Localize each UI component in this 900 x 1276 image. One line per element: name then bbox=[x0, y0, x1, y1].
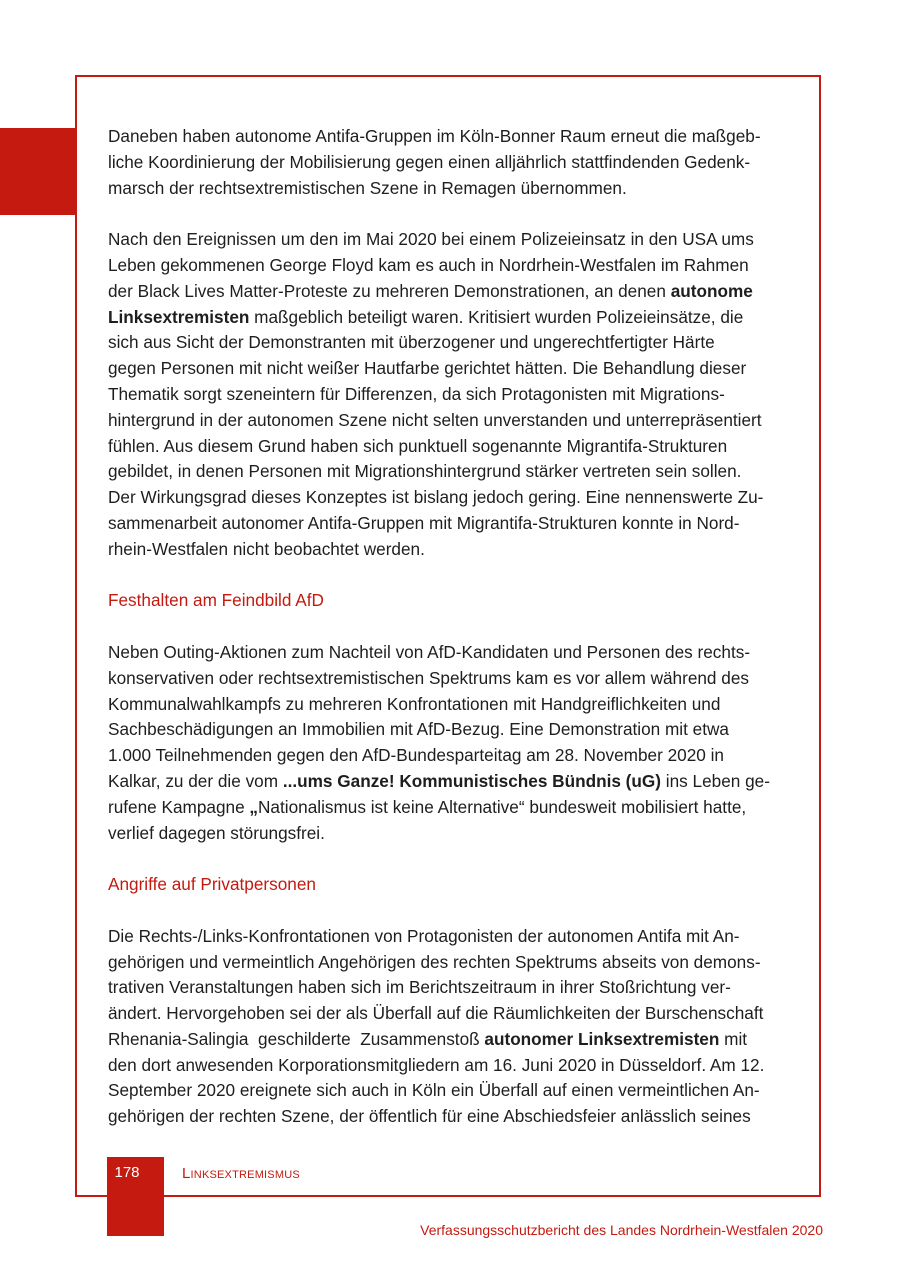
text-line: sammenarbeit autonomer Antifa-Gruppen mit Migrantifa-Strukturen konnte in Nord- bbox=[108, 512, 740, 533]
text-line: Neben Outing-Aktionen zum Nachteil von AfD-Kandidaten und Personen des rechts- bbox=[108, 641, 751, 662]
paragraph-4 bbox=[108, 924, 798, 1130]
text-line: 1.000 Teilnehmenden gegen den AfD-Bundesparteitag am 28. November 2020 in bbox=[108, 745, 724, 766]
page-number: 178 bbox=[114, 1164, 140, 1181]
text-run: maßgeblich beteiligt waren. Kritisiert wurden Polizeieinsätze, die bbox=[249, 306, 744, 327]
text-line: rhein-Westfalen nicht beobachtet werden. bbox=[108, 538, 425, 559]
paragraph-2 bbox=[108, 227, 798, 562]
text-line: den dort anwesenden Korporationsmitgliedern am 16. Juni 2020 in Düsseldorf. Am 12. bbox=[108, 1054, 765, 1075]
text-line bbox=[108, 1027, 798, 1053]
text-line: Leben gekommenen George Floyd kam es auch in Nordrhein-Westfalen im Rahmen bbox=[108, 254, 749, 275]
text-line: Der Wirkungsgrad dieses Konzeptes ist bislang jedoch gering. Eine nennenswerte Zu- bbox=[108, 487, 764, 508]
text-run: Rhenania-Salingia geschilderte Zusammenstoß bbox=[108, 1028, 485, 1049]
main-text bbox=[108, 124, 798, 1156]
text-line: Kommunalwahlkampfs zu mehreren Konfrontationen mit Handgreiflichkeiten und bbox=[108, 693, 721, 714]
text-line bbox=[108, 305, 798, 331]
text-line: fühlen. Aus diesem Grund haben sich punktuell sogenannte Migrantifa-Strukturen bbox=[108, 435, 728, 456]
text-line: hintergrund in der autonomen Szene nicht selten unverstanden und unterrepräsentiert bbox=[108, 409, 762, 430]
text-line: Nach den Ereignissen um den im Mai 2020 bei einem Polizeieinsatz in den USA ums bbox=[108, 229, 754, 250]
text-run: der Black Lives Matter-Proteste zu mehreren Demonstrationen, an denen bbox=[108, 280, 671, 301]
text-line: marsch der rechtsextremistischen Szene in Remagen übernommen. bbox=[108, 177, 627, 198]
text-line: gehörigen der rechten Szene, der öffentlich für eine Abschiedsfeier anlässlich seines bbox=[108, 1106, 751, 1127]
text-line: verlief dagegen störungsfrei. bbox=[108, 822, 325, 843]
text-line: Sachbeschädigungen an Immobilien mit AfD-Bezug. Eine Demonstration mit etwa bbox=[108, 719, 729, 740]
text-line: liche Koordinierung der Mobilisierung gegen einen alljährlich stattfindenden Gedenk- bbox=[108, 151, 751, 172]
text-line: sich aus Sicht der Demonstranten mit überzogener und ungerechtfertigter Härte bbox=[108, 332, 715, 353]
text-line bbox=[108, 279, 798, 305]
text-line: Thematik sorgt szeneintern für Differenzen, da sich Protagonisten mit Migrations- bbox=[108, 383, 725, 404]
text-line: gegen Personen mit nicht weißer Hautfarbe gerichtet hätten. Die Behandlung dieser bbox=[108, 358, 747, 379]
bold-quote: „ bbox=[249, 796, 259, 817]
running-header-section: Linksextremismus bbox=[182, 1165, 300, 1182]
text-run: Kalkar, zu der die vom bbox=[108, 770, 283, 791]
bold-term: ...ums Ganze! Kommunistisches Bündnis (uG) bbox=[282, 770, 661, 791]
chapter-side-tab bbox=[0, 128, 76, 215]
publication-title: Verfassungsschutzbericht des Landes Nordrhein-Westfalen 2020 bbox=[420, 1222, 823, 1238]
bold-term: Linksextremisten bbox=[108, 306, 250, 327]
text-line bbox=[108, 769, 798, 795]
text-line: ändert. Hervorgehoben sei der als Überfall auf die Räumlichkeiten der Burschenschaft bbox=[108, 1003, 764, 1024]
text-line: konservativen oder rechtsextremistischen Spektrums kam es vor allem während des bbox=[108, 667, 749, 688]
section-heading: Festhalten am Feindbild AfD bbox=[108, 590, 324, 611]
text-line: gehörigen und vermeintlich Angehörigen des rechten Spektrums abseits von demons- bbox=[108, 951, 761, 972]
text-run: rufene Kampagne bbox=[108, 796, 250, 817]
text-line: September 2020 ereignete sich auch in Köln ein Überfall auf einen vermeintlichen An- bbox=[108, 1080, 760, 1101]
text-run: Nationalismus ist keine Alternative“ bundesweit mobilisiert hatte, bbox=[258, 796, 747, 817]
text-line bbox=[108, 795, 798, 821]
text-line: gebildet, in denen Personen mit Migrationshintergrund stärker vertreten sein sollen. bbox=[108, 461, 742, 482]
text-line: Daneben haben autonome Antifa-Gruppen im Köln-Bonner Raum erneut die maßgeb- bbox=[108, 126, 761, 146]
section-heading: Angriffe auf Privatpersonen bbox=[108, 874, 316, 895]
text-line: trativen Veranstaltungen haben sich im Berichtszeitraum in ihrer Stoßrichtung ver- bbox=[108, 977, 731, 998]
bold-term: autonomer Linksextremisten bbox=[484, 1028, 720, 1049]
text-line: Die Rechts-/Links-Konfrontationen von Protagonisten der autonomen Antifa mit An- bbox=[108, 925, 740, 946]
text-run: mit bbox=[719, 1028, 748, 1049]
paragraph-1 bbox=[108, 124, 798, 201]
paragraph-3 bbox=[108, 640, 798, 846]
text-run: ins Leben ge- bbox=[661, 770, 770, 791]
bold-term: autonome bbox=[670, 280, 753, 301]
